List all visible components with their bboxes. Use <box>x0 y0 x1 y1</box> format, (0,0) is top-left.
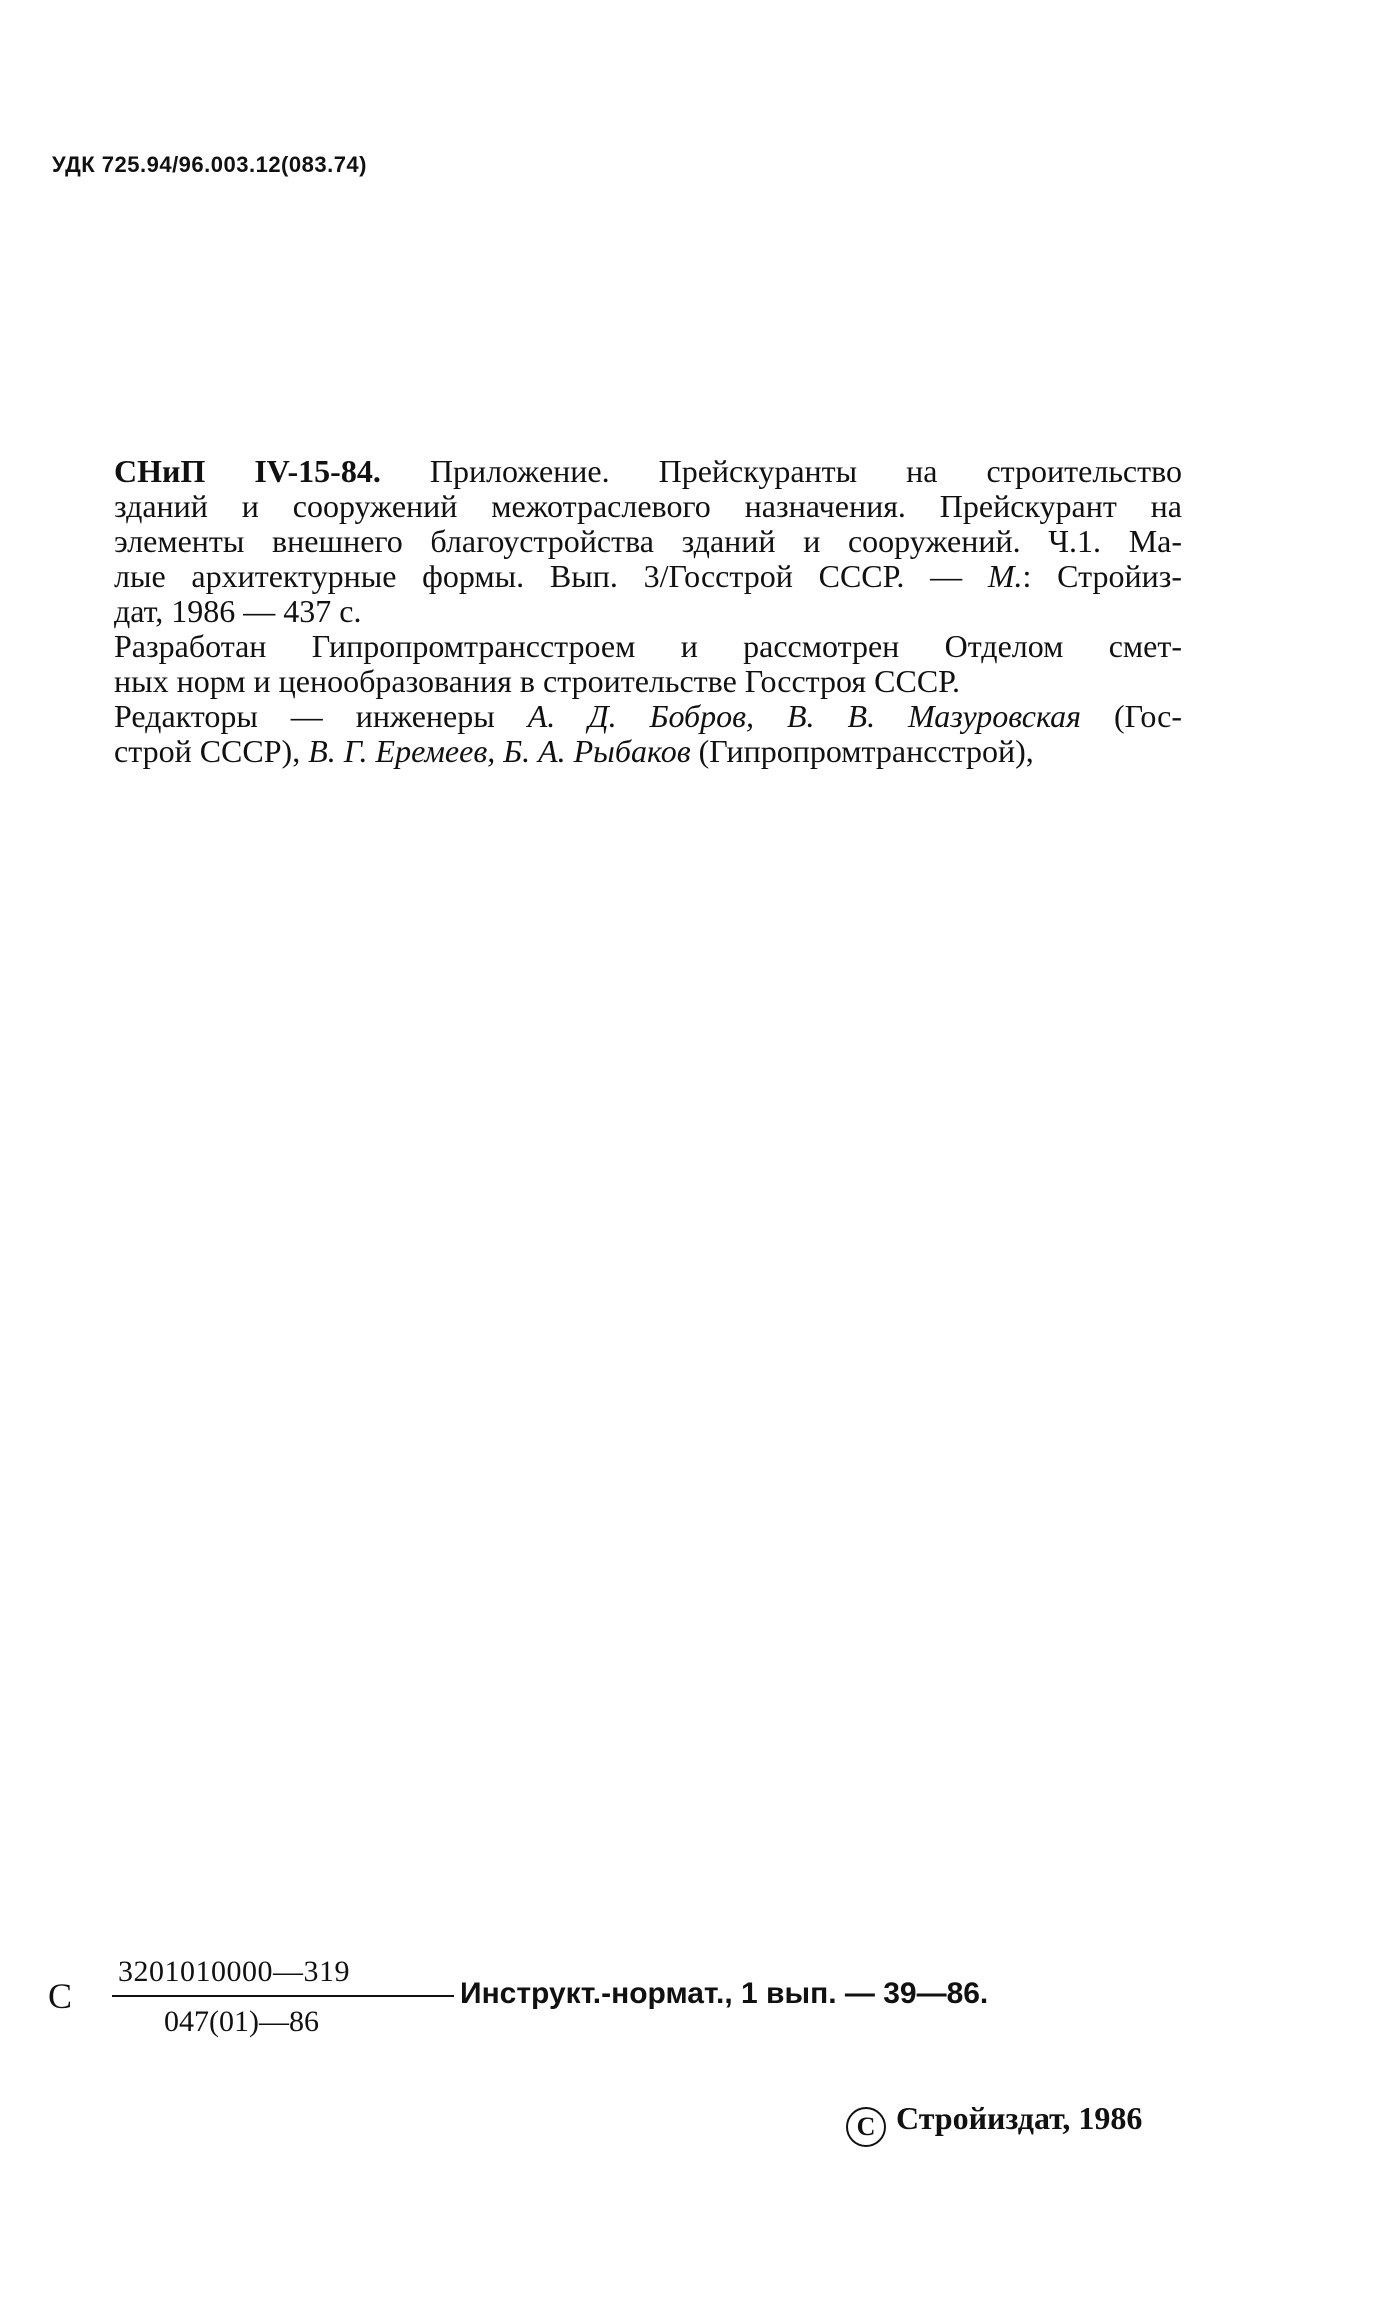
developed-line-2: ных норм и ценообразования в строительстве Госстроя СССР. <box>114 663 960 699</box>
fraction-rule <box>112 1995 454 1997</box>
developed-line-1-text: Разработан Гипропромтрансстроем и рассмотрен Отделом смет- <box>114 628 1182 664</box>
editors-suffix-1: (Гос- <box>1081 698 1183 734</box>
copyright-line <box>846 2100 1142 2147</box>
abstract-line-4-text: лые архитектурные формы. Вып. 3/Госстрой СССР. — <box>114 558 988 594</box>
catalog-code <box>48 1955 1248 2065</box>
copyright-text: Стройиздат, 1986 <box>896 2100 1143 2136</box>
abstract-line-4-tail: : Стройиз- <box>1022 558 1183 594</box>
developed-line-1 <box>114 629 1182 664</box>
editors-prefix: Редакторы — инженеры <box>114 698 528 734</box>
standard-code: СНиП IV-15-84. <box>114 453 381 489</box>
editors-suffix-2: (Гипропромтрансстрой), <box>690 733 1034 769</box>
catalog-denominator: 047(01)—86 <box>164 2005 319 2038</box>
publisher-city: М. <box>987 558 1023 594</box>
catalog-tail: Инструкт.-нормат., 1 вып. — 39—86. <box>460 1977 989 2010</box>
abstract-line-5: дат, 1986 — 437 с. <box>114 593 362 629</box>
abstract-line-2: зданий и сооружений межотраслевого назначения. Прейскурант на <box>114 488 1182 524</box>
editors-prefix-2: строй СССР), <box>114 733 309 769</box>
bibliographic-abstract <box>114 454 1182 769</box>
copyright-icon: C <box>846 2107 886 2147</box>
catalog-numerator: 3201010000—319 <box>118 1955 350 1988</box>
udk-code: УДК 725.94/96.003.12(083.74) <box>52 152 367 177</box>
editors-names-1: А. Д. Бобров, В. В. Мазуровская <box>527 698 1082 734</box>
abstract-line-4 <box>114 559 1182 594</box>
catalog-letter: С <box>48 1976 73 2016</box>
abstract-line-1-text: Приложение. Прейскуранты на строительство <box>380 453 1183 489</box>
abstract-line-1 <box>114 454 1182 489</box>
editors-names-2: В. Г. Еремеев, Б. А. Рыбаков <box>308 733 691 769</box>
abstract-line-3: элементы внешнего благоустройства зданий и сооружений. Ч.1. Ма- <box>114 523 1182 559</box>
editors-line-2 <box>114 734 1182 769</box>
editors-line-1 <box>114 699 1182 734</box>
